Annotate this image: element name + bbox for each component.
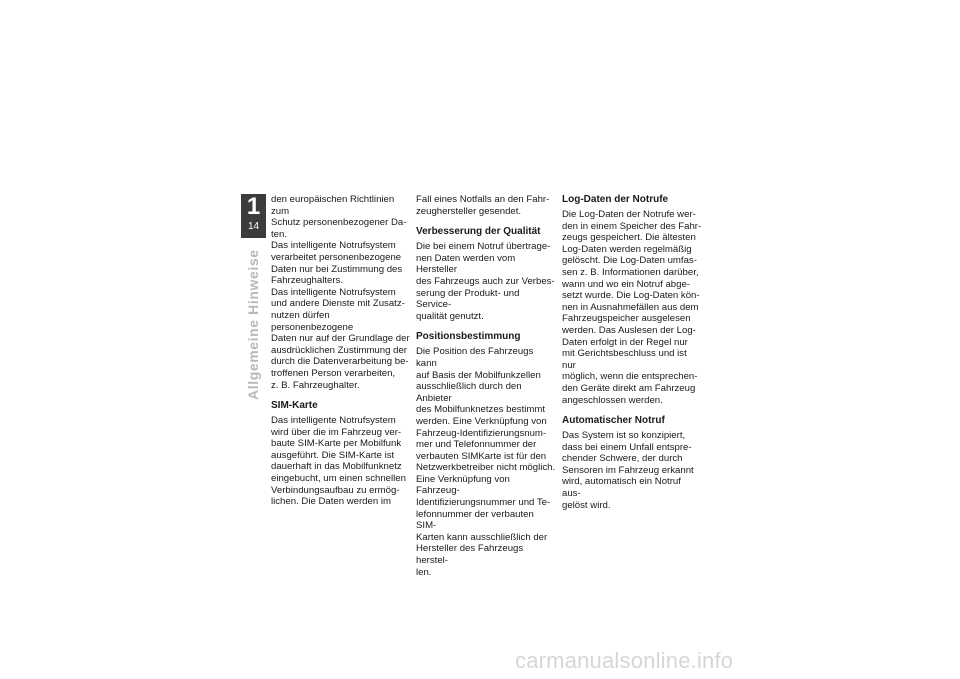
paragraph: [416, 194, 556, 217]
text-line: des Mobilfunknetzes bestimmt: [416, 404, 546, 416]
text-line: baute SIM-Karte per Mobilfunk: [271, 438, 402, 450]
text-line: len.: [416, 566, 432, 578]
text-line: gelöscht. Die Log-Daten umfas-: [562, 255, 697, 267]
text-line: Die bei einem Notruf übertrage-: [416, 241, 551, 253]
text-line: des Fahrzeugs auch zur Verbes-: [416, 275, 555, 287]
text-line: Daten erfolgt in der Regel nur: [562, 336, 688, 348]
text-line: zeugs gespeichert. Die ältesten: [562, 232, 696, 244]
text-line: den in einem Speicher des Fahr-: [562, 220, 702, 232]
text-line: werden. Eine Verknüpfung von: [416, 415, 547, 427]
text-column-3: [562, 194, 702, 511]
text-line: troffenen Person verarbeiten,: [271, 367, 396, 379]
text-line: lefonnummer der verbauten SIM-: [416, 508, 534, 532]
text-line: Das intelligente Notrufsystem: [271, 286, 396, 298]
text-line: Das intelligente Notrufsystem: [271, 415, 396, 427]
text-line: Sensoren im Fahrzeug erkannt: [562, 464, 694, 476]
text-line: lichen. Die Daten werden im: [271, 496, 391, 508]
text-line: verbauten SIMKarte ist für den: [416, 450, 547, 462]
text-line: den europäischen Richtlinien zum: [271, 194, 395, 217]
section-heading: SIM-Karte: [271, 400, 318, 412]
text-line: Die Log-Daten der Notrufe wer-: [562, 209, 696, 220]
text-line: mit Gerichtsbeschluss und ist nur: [562, 348, 687, 371]
chapter-title: Allgemeine Hinweise: [245, 249, 261, 400]
text-line: verarbeitet personenbezogene: [271, 251, 402, 263]
text-line: nen in Ausnahmefällen aus dem: [562, 301, 699, 313]
text-line: Hersteller des Fahrzeugs herstel-: [416, 543, 524, 567]
text-line: z. B. Fahrzeughalter.: [271, 379, 360, 391]
text-line: nen Daten werden vom Hersteller: [416, 252, 516, 276]
paragraph: [271, 415, 411, 508]
text-line: werden. Das Auslesen der Log-: [562, 324, 696, 336]
watermark-footer: carmanualsonline.info: [515, 648, 734, 673]
text-line: Fahrzeug-Identifizierungsnum-: [416, 427, 547, 439]
section-heading: Positionsbestimmung: [416, 331, 521, 343]
text-column-1: [271, 194, 411, 508]
text-line: zeughersteller gesendet.: [416, 205, 522, 217]
text-line: Identifizierungsnummer und Te-: [416, 497, 551, 509]
text-line: Netzwerkbetreiber nicht möglich.: [416, 462, 556, 474]
text-line: gelöst wird.: [562, 499, 611, 511]
text-line: qualität genutzt.: [416, 310, 484, 322]
text-line: Daten nur bei Zustimmung des: [271, 263, 403, 275]
text-line: serung der Produkt- und Service-: [416, 287, 520, 311]
text-line: setzt wurde. Die Log-Daten kön-: [562, 290, 700, 302]
text-line: Log-Daten werden regelmäßig: [562, 243, 692, 255]
text-line: angeschlossen werden.: [562, 394, 663, 406]
text-line: ausgeführt. Die SIM-Karte ist: [271, 449, 395, 461]
page-number: 14: [247, 221, 260, 232]
paragraph: [271, 194, 411, 240]
paragraph: [271, 240, 411, 286]
text-line: Das intelligente Notrufsystem: [271, 240, 396, 252]
text-line: Verbindungsaufbau zu ermög-: [271, 484, 400, 496]
text-line: auf Basis der Mobilfunkzellen: [416, 369, 541, 381]
text-line: mer und Telefonnummer der: [416, 439, 537, 451]
text-line: wird über die im Fahrzeug ver-: [271, 426, 402, 438]
text-line: ausdrücklichen Zustimmung der: [271, 344, 407, 356]
section-heading: Verbesserung der Qualität: [416, 226, 541, 238]
text-line: Daten nur auf der Grundlage der: [271, 333, 410, 345]
text-line: ausschließlich durch den Anbieter: [416, 381, 522, 404]
paragraph: [416, 346, 556, 578]
text-line: eingebucht, um einen schnellen: [271, 473, 406, 485]
text-line: und andere Dienste mit Zusatz-: [271, 298, 405, 310]
text-line: Die Position des Fahrzeugs kann: [416, 346, 534, 369]
text-line: Fahrzeughalters.: [271, 275, 343, 287]
paragraph: [271, 287, 411, 391]
text-line: wann und wo ein Notruf abge-: [562, 278, 690, 290]
text-line: nutzen dürfen personenbezogene: [271, 309, 354, 333]
text-line: chender Schwere, der durch: [562, 453, 683, 465]
paragraph: [416, 241, 556, 322]
text-line: wird, automatisch ein Notruf aus-: [562, 476, 681, 500]
text-line: Das System ist so konzipiert,: [562, 430, 686, 442]
text-line: dauerhaft in das Mobilfunknetz: [271, 461, 402, 473]
text-line: möglich, wenn die entsprechen-: [562, 371, 698, 383]
section-heading: Automatischer Notruf: [562, 415, 665, 427]
paragraph: [562, 430, 702, 511]
chapter-tab: [241, 194, 266, 238]
text-line: Karten kann ausschließlich der: [416, 531, 548, 543]
paragraph: [562, 209, 702, 406]
text-line: dass bei einem Unfall entspre-: [562, 441, 692, 453]
text-column-2: [416, 194, 556, 578]
text-line: Eine Verknüpfung von Fahrzeug-: [416, 473, 510, 497]
text-line: Schutz personenbezogener Da-: [271, 217, 407, 229]
text-line: ten.: [271, 228, 288, 240]
text-line: Fall eines Notfalls an den Fahr-: [416, 194, 550, 205]
text-line: sen z. B. Informationen darüber,: [562, 266, 699, 278]
text-line: Fahrzeugspeicher ausgelesen: [562, 313, 691, 325]
text-line: durch die Datenverarbeitung be-: [271, 356, 409, 368]
chapter-number: 1: [246, 193, 261, 220]
section-heading: Log-Daten der Notrufe: [562, 194, 669, 205]
text-line: den Geräte direkt am Fahrzeug: [562, 382, 696, 394]
